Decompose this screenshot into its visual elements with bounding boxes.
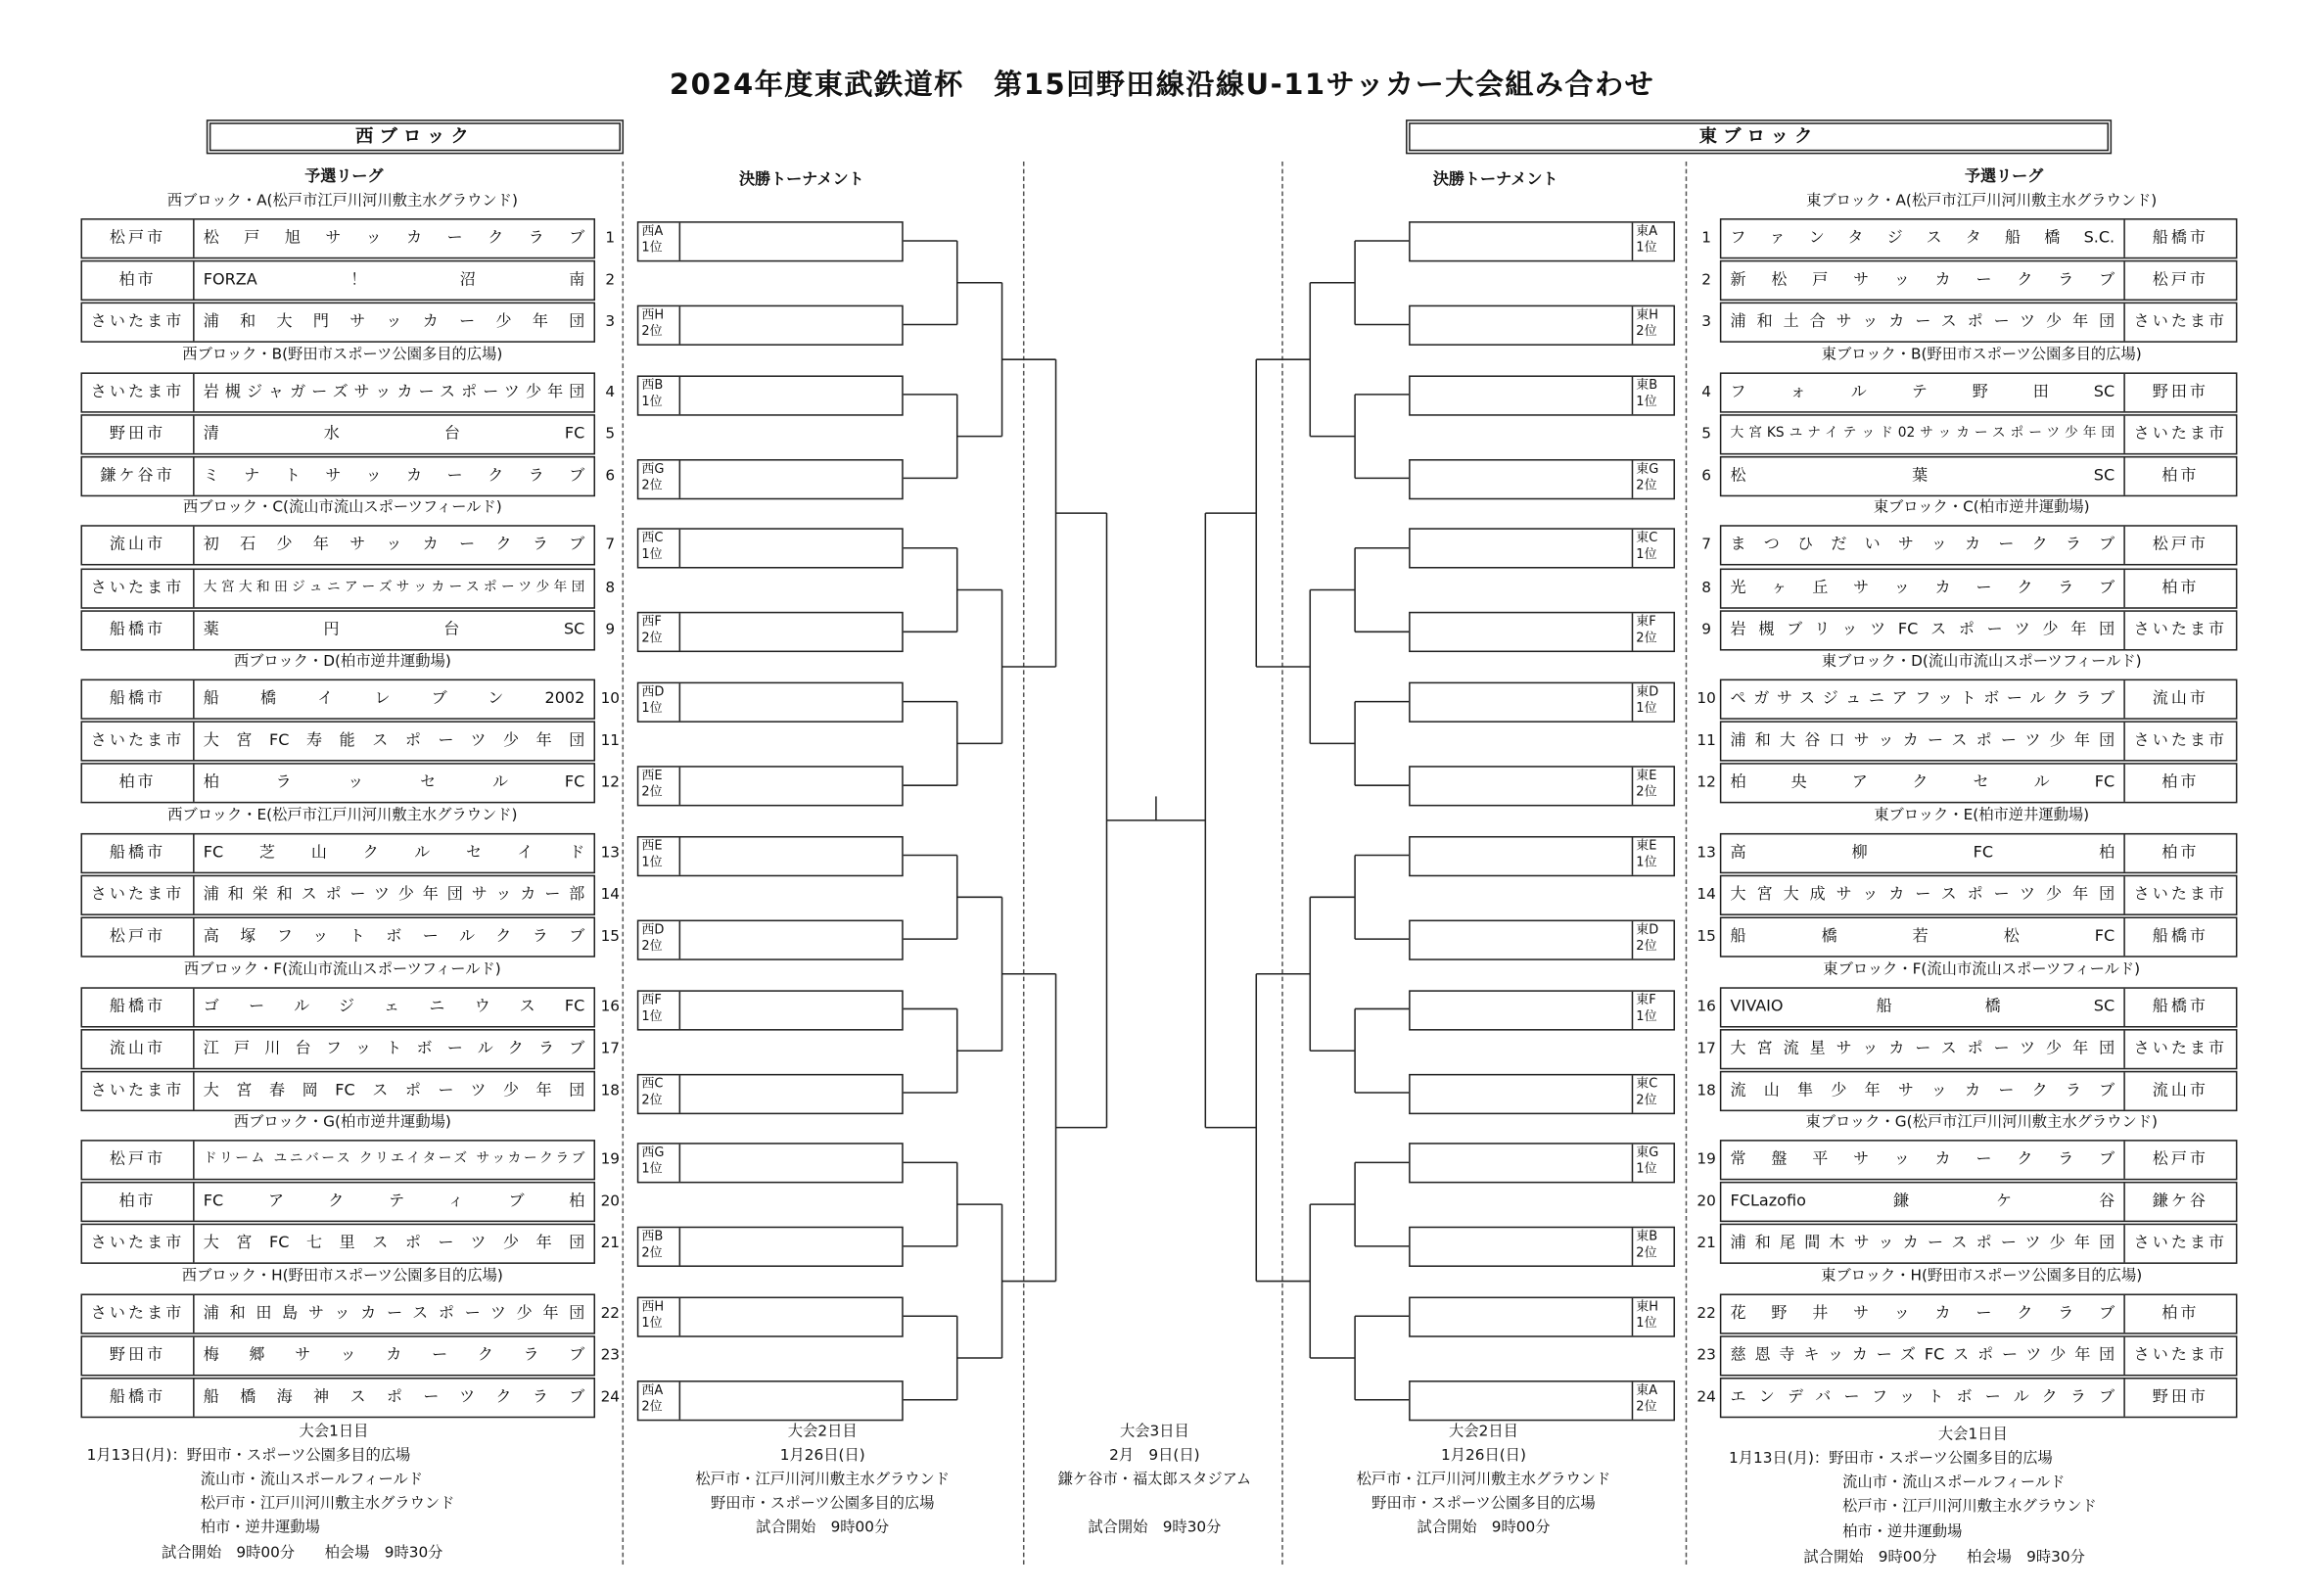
seed-rank: 2位	[641, 1092, 663, 1108]
east-block-header: 東ブロック	[1409, 122, 2109, 151]
team-name: 浦和大谷口サッカースポーツ少年団	[1730, 731, 2115, 750]
team-number: 5	[1701, 426, 1711, 443]
group-header: 西ブロック・H(野田市スポーツ公園多目的広場)	[181, 1268, 503, 1286]
schedule-line: 1月13日(月)：野田市・スポーツ公園多目的広場	[1729, 1450, 2053, 1468]
team-number: 12	[1697, 774, 1716, 792]
team-city: 野田市	[2123, 373, 2236, 410]
seed-rank: 2位	[641, 324, 663, 340]
team-number: 2	[1701, 272, 1711, 289]
seed-rank: 1位	[641, 1008, 663, 1024]
team-city: 柏市	[2123, 1295, 2236, 1333]
team-city: 船橋市	[82, 988, 195, 1025]
team-city: さいたま市	[2123, 1226, 2236, 1263]
seed-rank: 2位	[641, 1399, 663, 1416]
team-name: ファンタジスタ船橋S.C.	[1730, 228, 2115, 248]
team-city: さいたま市	[2123, 1337, 2236, 1375]
seed-rank: 2位	[641, 785, 663, 801]
team-name: 浦和大門サッカー少年団	[203, 312, 585, 331]
seed-rank: 2位	[1636, 1399, 1657, 1416]
team-name: 浦和土合サッカースポーツ少年団	[1730, 312, 2115, 331]
team-number: 18	[600, 1082, 621, 1099]
seed-rank: 1位	[1636, 701, 1657, 717]
team-name: 薬円台SC	[203, 620, 585, 638]
team-city: 野田市	[82, 1337, 195, 1375]
team-name: 梅郷サッカークラブ	[203, 1345, 585, 1365]
team-name: VIVAIO船橋SC	[1730, 997, 2115, 1015]
team-city: 柏市	[82, 1184, 195, 1221]
team-number: 3	[1701, 314, 1711, 331]
seed-rank: 2位	[1636, 324, 1657, 340]
team-number: 24	[600, 1389, 621, 1407]
group-header: 東ブロック・C(柏市逆井運動場)	[1873, 499, 2090, 517]
group-header: 東ブロック・B(野田市スポーツ公園多目的広場)	[1821, 346, 2142, 363]
schedule-line: 試合開始 9時30分	[1088, 1520, 1222, 1536]
team-number: 4	[605, 384, 616, 400]
seed-rank: 2位	[1636, 939, 1657, 955]
team-number: 6	[605, 468, 616, 485]
seed-group: 東D	[1636, 922, 1659, 938]
team-number: 16	[600, 998, 621, 1015]
team-city: 鎌ケ谷	[2123, 1184, 2236, 1221]
schedule-line: 野田市・スポーツ公園多目的広場	[710, 1495, 935, 1513]
team-name: ゴールジェニウスFC	[203, 997, 585, 1015]
team-number: 24	[1697, 1389, 1716, 1407]
team-number: 4	[1701, 384, 1711, 400]
schedule-line: 試合開始 9時00分	[1417, 1520, 1551, 1536]
seed-group: 西G	[641, 1146, 665, 1161]
seed-rank: 2位	[1636, 631, 1657, 647]
seed-group: 西A	[641, 1382, 664, 1399]
west-league-label: 予選リーグ	[304, 167, 384, 186]
seed-group: 西E	[641, 838, 663, 855]
group-header: 西ブロック・E(松戸市江戸川河川敷主水グラウンド)	[167, 807, 518, 824]
seed-rank: 2位	[641, 1245, 663, 1262]
east-league-label: 予選リーグ	[1965, 167, 2044, 186]
west-block-header: 西ブロック	[209, 122, 621, 151]
team-city: 松戸市	[82, 1142, 195, 1179]
team-name: 浦和田島サッカースポーツ少年団	[203, 1303, 585, 1323]
team-city: 船橋市	[2123, 988, 2236, 1025]
team-city: 松戸市	[82, 918, 195, 956]
seed-group: 東A	[1636, 224, 1658, 240]
seed-group: 東E	[1636, 769, 1657, 784]
team-number: 23	[1697, 1347, 1716, 1365]
schedule-line: 大会2日目	[787, 1424, 858, 1441]
seed-rank: 1位	[641, 240, 663, 257]
schedule-line: 松戸市・江戸川河川敷主水グラウンド	[1842, 1498, 2097, 1516]
seed-rank: 2位	[1636, 478, 1657, 493]
seed-rank: 1位	[1636, 240, 1657, 257]
team-name: 流山隼少年サッカークラブ	[1730, 1081, 2115, 1099]
team-name: 慈恩寺キッカーズFCスポーツ少年団	[1730, 1345, 2115, 1365]
seed-rank: 1位	[641, 855, 663, 870]
team-city: さいたま市	[82, 723, 195, 760]
seed-group: 西B	[641, 378, 664, 394]
schedule-line: 大会2日目	[1449, 1424, 1518, 1441]
team-number: 21	[1697, 1236, 1716, 1253]
team-number: 19	[1697, 1151, 1716, 1169]
team-number: 11	[600, 732, 621, 750]
team-city: さいたま市	[82, 1072, 195, 1109]
team-city: さいたま市	[2123, 723, 2236, 760]
team-city: さいたま市	[82, 569, 195, 606]
schedule-block	[628, 1421, 1017, 1540]
team-name: 大宮FC七里スポーツ少年団	[203, 1234, 585, 1253]
schedule-line: 1月26日(日)	[779, 1447, 865, 1465]
team-city: 柏市	[82, 765, 195, 802]
team-number: 22	[1697, 1305, 1716, 1323]
team-name: FC芝山クルセイド	[203, 843, 585, 862]
schedule-line: 松戸市・江戸川河川敷主水グラウンド	[1356, 1472, 1611, 1489]
seed-rank: 2位	[641, 631, 663, 647]
team-number: 14	[600, 886, 621, 904]
team-city: さいたま市	[2123, 304, 2236, 341]
team-city: 流山市	[82, 1030, 195, 1067]
team-city: 野田市	[2123, 1380, 2236, 1417]
seed-rank: 1位	[641, 547, 663, 564]
seed-group: 東H	[1636, 1299, 1659, 1315]
team-name: 高塚フットボールクラブ	[203, 927, 585, 946]
team-number: 3	[605, 314, 616, 331]
east-tournament-label: 決勝トーナメント	[1432, 170, 1558, 189]
group-header: 西ブロック・B(野田市スポーツ公園多目的広場)	[182, 346, 503, 363]
seed-group: 東H	[1636, 307, 1659, 323]
team-city: さいたま市	[82, 1226, 195, 1263]
seed-group: 東B	[1636, 1230, 1658, 1245]
team-name: 松戸旭サッカークラブ	[203, 228, 585, 248]
team-number: 13	[1697, 844, 1716, 862]
schedule-block	[1032, 1421, 1278, 1540]
schedule-line: 試合開始 9時00分	[756, 1520, 890, 1536]
team-number: 8	[605, 579, 616, 596]
team-name: FCLazofio鎌ケ谷	[1730, 1192, 2115, 1211]
seed-group: 西F	[641, 992, 662, 1007]
team-number: 7	[1701, 538, 1711, 554]
group-header: 東ブロック・E(柏市逆井運動場)	[1874, 807, 2090, 824]
team-city: さいたま市	[2123, 1030, 2236, 1067]
team-name: 大宮春岡FCスポーツ少年団	[203, 1081, 585, 1099]
team-number: 23	[600, 1347, 621, 1365]
seed-rank: 1位	[641, 701, 663, 717]
team-city: 柏市	[2123, 457, 2236, 494]
team-number: 15	[600, 928, 621, 946]
team-name: 松葉SC	[1730, 466, 2115, 485]
schedule-line: 鎌ケ谷市・福太郎スタジアム	[1057, 1472, 1252, 1489]
seed-rank: 1位	[641, 1162, 663, 1178]
group-header: 西ブロック・G(柏市逆井運動場)	[233, 1114, 451, 1132]
team-city: 船橋市	[2123, 918, 2236, 956]
seed-group: 西E	[641, 769, 663, 784]
team-name: 船橋イレブン2002	[203, 689, 585, 708]
team-number: 12	[600, 774, 621, 792]
seed-rank: 2位	[641, 939, 663, 955]
seed-group: 西A	[641, 224, 664, 240]
seed-rank: 1位	[1636, 1162, 1657, 1178]
team-city: さいたま市	[82, 373, 195, 410]
team-name: 光ヶ丘サッカークラブ	[1730, 578, 2115, 596]
seed-rank: 1位	[1636, 1008, 1657, 1024]
team-number: 10	[600, 690, 621, 708]
schedule-line: 試合開始 9時00分 柏会場 9時30分	[161, 1545, 443, 1562]
team-number: 14	[1697, 886, 1716, 904]
team-city: 船橋市	[2123, 220, 2236, 257]
team-number: 21	[600, 1236, 621, 1253]
team-city: さいたま市	[82, 876, 195, 913]
page-title: 2024年度東武鉄道杯 第15回野田線沿線U-11サッカー大会組み合わせ	[669, 69, 1655, 102]
team-name: 浦和尾間木サッカースポーツ少年団	[1730, 1234, 2115, 1253]
seed-group: 西D	[641, 684, 665, 701]
team-city: 柏市	[2123, 765, 2236, 802]
team-city: 流山市	[2123, 680, 2236, 718]
team-number: 9	[1701, 621, 1711, 638]
team-name: 初石少年サッカークラブ	[203, 536, 585, 554]
team-name: 常盤平サッカークラブ	[1730, 1150, 2115, 1169]
team-name: 岩槻ジャガーズサッカースポーツ少年団	[203, 382, 585, 400]
schedule-line: 大会3日目	[1119, 1424, 1189, 1441]
schedule-line: 柏市・逆井運動場	[200, 1520, 320, 1536]
seed-rank: 2位	[641, 478, 663, 493]
schedule-line: 柏市・逆井運動場	[1842, 1523, 1963, 1541]
seed-group: 西B	[641, 1230, 664, 1245]
seed-rank: 1位	[641, 1316, 663, 1332]
schedule-block	[1289, 1421, 1678, 1540]
schedule-line: 松戸市・江戸川河川敷主水グラウンド	[200, 1495, 455, 1513]
schedule-line: 松戸市・江戸川河川敷主水グラウンド	[695, 1472, 951, 1489]
team-city: さいたま市	[2123, 415, 2236, 452]
seed-rank: 2位	[1636, 1092, 1657, 1108]
schedule-line: 大会1日目	[299, 1424, 369, 1441]
group-header: 東ブロック・H(野田市スポーツ公園多目的広場)	[1821, 1268, 2143, 1286]
group-header: 西ブロック・D(柏市逆井運動場)	[233, 653, 451, 671]
group-header: 東ブロック・A(松戸市江戸川河川敷主水グラウンド)	[1806, 193, 2158, 210]
seed-group: 西F	[641, 615, 662, 631]
team-city: 船橋市	[82, 834, 195, 871]
group-header: 東ブロック・F(流山市流山スポーツフィールド)	[1823, 960, 2141, 978]
seed-rank: 1位	[1636, 394, 1657, 410]
team-name: フォルテ野田SC	[1730, 382, 2115, 400]
seed-group: 東B	[1636, 378, 1658, 394]
team-number: 22	[600, 1305, 621, 1323]
schedule-line: 1月26日(日)	[1441, 1447, 1526, 1465]
team-number: 15	[1697, 928, 1716, 946]
team-number: 17	[600, 1040, 621, 1057]
seed-rank: 1位	[1636, 855, 1657, 870]
team-city: 野田市	[82, 415, 195, 452]
team-name: 船橋海神スポーツクラブ	[203, 1387, 585, 1407]
seed-group: 東F	[1636, 615, 1656, 631]
team-name: 大宮FC寿能スポーツ少年団	[203, 731, 585, 750]
team-name: 大宮大和田ジュニアーズサッカースポーツ少年団	[203, 579, 585, 595]
team-name: 高柳FC柏	[1730, 843, 2115, 862]
team-name: 大宮KSユナイテッド02サッカースポーツ少年団	[1730, 426, 2115, 442]
team-city: 流山市	[82, 527, 195, 564]
team-number: 11	[1697, 732, 1716, 750]
team-number: 19	[600, 1151, 621, 1169]
team-number: 1	[605, 230, 616, 248]
team-name: 大宮大成サッカースポーツ少年団	[1730, 885, 2115, 904]
team-number: 13	[600, 844, 621, 862]
schedule-line: 2月 9日(日)	[1109, 1447, 1200, 1465]
seed-rank: 1位	[1636, 1316, 1657, 1332]
team-number: 20	[1697, 1193, 1716, 1211]
seed-group: 西C	[641, 531, 664, 547]
schedule-line: 流山市・流山スポールフィールド	[200, 1472, 424, 1489]
group-header: 東ブロック・D(流山市流山スポーツフィールド)	[1821, 653, 2142, 671]
schedule-line	[1032, 1493, 1278, 1517]
team-number: 7	[605, 538, 616, 554]
team-city: 松戸市	[2123, 261, 2236, 299]
team-city: 柏市	[82, 261, 195, 299]
team-number: 6	[1701, 468, 1711, 485]
group-header: 西ブロック・F(流山市流山スポーツフィールド)	[183, 960, 501, 978]
team-number: 2	[605, 272, 616, 289]
seed-group: 東D	[1636, 684, 1659, 701]
team-city: さいたま市	[82, 1295, 195, 1333]
team-city: 柏市	[2123, 569, 2236, 606]
team-city: 船橋市	[82, 611, 195, 648]
team-name: 岩槻ブリッツFCスポーツ少年団	[1730, 620, 2115, 638]
seed-group: 東A	[1636, 1382, 1658, 1399]
team-name: 大宮流星サッカースポーツ少年団	[1730, 1039, 2115, 1057]
seed-group: 東F	[1636, 992, 1656, 1007]
schedule-line: 試合開始 9時00分 柏会場 9時30分	[1803, 1549, 2085, 1567]
team-city: さいたま市	[2123, 876, 2236, 913]
team-number: 20	[600, 1193, 621, 1211]
team-number: 5	[605, 426, 616, 443]
team-name: 浦和栄和スポーツ少年団サッカー部	[203, 885, 585, 904]
group-header: 西ブロック・C(流山市流山スポーツフィールド)	[183, 499, 502, 517]
schedule-line: 大会1日目	[1937, 1426, 2008, 1444]
seed-rank: 2位	[1636, 785, 1657, 801]
west-tournament-label: 決勝トーナメント	[738, 170, 864, 189]
schedule-line: 1月13日(月)：野田市・スポーツ公園多目的広場	[86, 1447, 411, 1465]
team-city: 松戸市	[2123, 1142, 2236, 1179]
team-name: ペガサスジュニアフットボールクラブ	[1730, 689, 2115, 708]
seed-group: 東C	[1636, 1076, 1658, 1092]
seed-group: 東C	[1636, 531, 1658, 547]
team-number: 16	[1697, 998, 1716, 1015]
seed-group: 東G	[1636, 461, 1659, 477]
team-city: 船橋市	[82, 680, 195, 718]
group-header: 西ブロック・A(松戸市江戸川河川敷主水グラウンド)	[166, 193, 518, 210]
team-name: FORZA！沼南	[203, 270, 585, 289]
seed-group: 西C	[641, 1076, 664, 1092]
schedule-line: 流山市・流山スポールフィールド	[1842, 1474, 2066, 1492]
team-name: 新松戸サッカークラブ	[1730, 270, 2115, 289]
team-name: ドリーム ユニバース クリエイターズ サッカークラブ	[203, 1151, 585, 1167]
team-name: FCアクティブ柏	[203, 1192, 585, 1211]
seed-rank: 1位	[641, 394, 663, 410]
team-name: 花野井サッカークラブ	[1730, 1303, 2115, 1323]
team-city: 柏市	[2123, 834, 2236, 871]
team-name: ミナトサッカークラブ	[203, 466, 585, 485]
team-number: 10	[1697, 690, 1716, 708]
team-city: 松戸市	[2123, 527, 2236, 564]
group-header: 東ブロック・G(松戸市江戸川河川敷主水グラウンド)	[1805, 1114, 2158, 1132]
seed-group: 東G	[1636, 1146, 1659, 1161]
team-city: さいたま市	[2123, 611, 2236, 648]
seed-group: 西G	[641, 461, 665, 477]
team-city: 鎌ケ谷市	[82, 457, 195, 494]
seed-rank: 2位	[1636, 1245, 1657, 1262]
team-name: 柏央アクセルFC	[1730, 773, 2115, 792]
team-city: 船橋市	[82, 1380, 195, 1417]
team-number: 17	[1697, 1040, 1716, 1057]
team-name: 江戸川台フットボールクラブ	[203, 1039, 585, 1057]
seed-group: 東E	[1636, 838, 1657, 855]
team-name: 船橋若松FC	[1730, 927, 2115, 946]
seed-rank: 1位	[1636, 547, 1657, 564]
team-name: 柏ラッセルFC	[203, 773, 585, 792]
team-name: エンデバーフットボールクラブ	[1730, 1387, 2115, 1407]
team-city: 流山市	[2123, 1072, 2236, 1109]
team-city: 松戸市	[82, 220, 195, 257]
team-number: 18	[1697, 1082, 1716, 1099]
team-city: さいたま市	[82, 304, 195, 341]
team-number: 1	[1701, 230, 1711, 248]
seed-group: 西H	[641, 307, 665, 323]
seed-group: 西H	[641, 1299, 665, 1315]
team-name: 清水台FC	[203, 424, 585, 443]
team-number: 9	[605, 621, 616, 638]
schedule-line: 野田市・スポーツ公園多目的広場	[1371, 1495, 1596, 1513]
team-name: まつひだいサッカークラブ	[1730, 536, 2115, 554]
team-number: 8	[1701, 579, 1711, 596]
seed-group: 西D	[641, 922, 665, 938]
